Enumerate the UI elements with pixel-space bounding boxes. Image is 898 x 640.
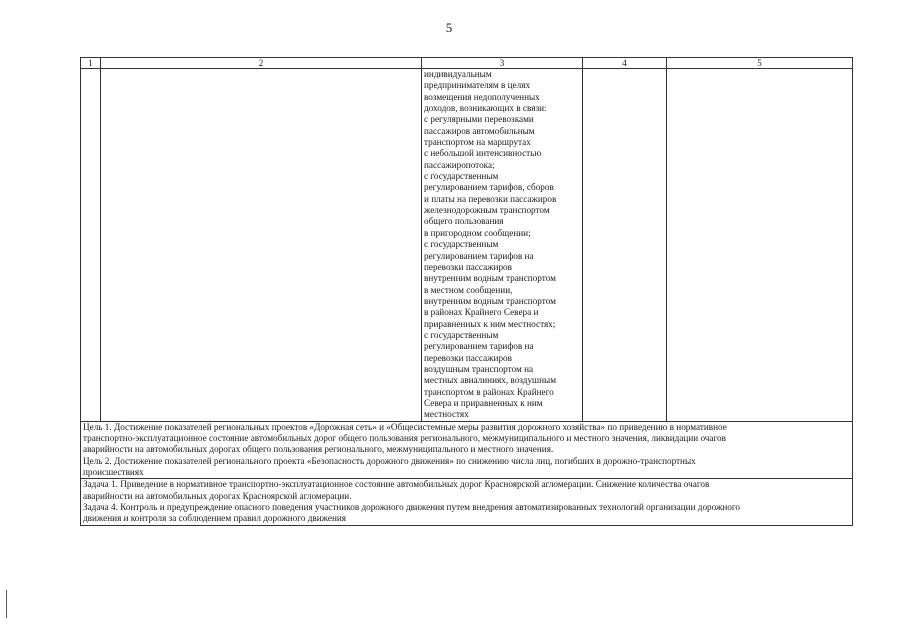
- cell-col2: [101, 69, 422, 422]
- measure-text-line: с государственным: [424, 171, 499, 182]
- goals-text: [83, 422, 850, 479]
- measure-text-line: и платы на перевозки пассажиров: [424, 193, 557, 204]
- cell-col4: [583, 69, 667, 422]
- goals-row: [81, 421, 853, 479]
- measure-text-line: в местном сообщении,: [424, 284, 513, 295]
- scan-margin-mark: [6, 590, 7, 618]
- measure-text-line: регулированием тарифов, сборов: [424, 182, 554, 193]
- measure-text-line: регулированием тарифов на: [424, 341, 534, 352]
- measure-text-line: транспортом в районах Крайнего: [424, 386, 554, 397]
- cell-col5: [667, 69, 853, 422]
- tasks-text: [83, 479, 850, 524]
- measure-text-line: регулированием тарифов на: [424, 250, 534, 261]
- tasks-cell: [81, 479, 853, 525]
- goal-text-line: происшествиях: [83, 467, 144, 478]
- measure-text-line: железнодорожным транспортом: [424, 205, 550, 216]
- measure-text-line: перевозки пассажиров: [424, 352, 512, 363]
- column-header-1: 1: [81, 58, 101, 69]
- measure-text-line: с государственным: [424, 239, 499, 250]
- goal-text-line: Цель 2. Достижение показателей регионального проекта «Безопасность дорожного движения» по снижению числа лиц, погибших в дорожно-транспортных: [83, 455, 696, 466]
- measure-text-line: транспортом на маршрутах: [424, 137, 531, 148]
- task-text-line: Задача 4. Контроль и предупреждение опасного поведения участников дорожного движения путем внедрения автоматизированных технологий организации дорожного: [83, 502, 740, 513]
- measure-text-line: пассажиропотока;: [424, 159, 495, 170]
- table-header-row: [81, 58, 853, 69]
- goal-text-line: Цель 1. Достижение показателей региональных проектов «Дорожная сеть» и «Общесистемные меры развития дорожного хозяйства» по приведению в нормативное: [83, 421, 727, 432]
- measure-text-line: в пригородном сообщении;: [424, 227, 531, 238]
- measure-text-line: в районах Крайнего Севера и: [424, 307, 539, 318]
- measure-text-line: местных авиалиниях, воздушным: [424, 375, 557, 386]
- measure-text-line: приравненных к ним местностях;: [424, 318, 556, 329]
- measure-text-line: общего пользования: [424, 216, 504, 227]
- measure-text-line: доходов, возникающих в связи:: [424, 103, 547, 114]
- measure-text-line: перевозки пассажиров: [424, 261, 512, 272]
- program-table: [80, 57, 853, 526]
- column-header-5: 5: [667, 58, 853, 69]
- column-header-3: 3: [422, 58, 583, 69]
- table-row: [81, 69, 853, 422]
- cell-col3-measure-description: [422, 69, 583, 422]
- measure-text-line: с небольшой интенсивностью: [424, 148, 542, 159]
- goal-text-line: транспортно-эксплуатационное состояние автомобильных дорог общего пользования регионального, межмуниципального и местного значения, ликвидации очагов: [83, 433, 726, 443]
- tasks-row: [81, 479, 853, 525]
- column-header-4: 4: [583, 58, 667, 69]
- measure-description-text: [424, 69, 580, 421]
- goals-cell: [81, 421, 853, 479]
- task-text-line: движения и контроля за соблюдением правил дорожного движения: [83, 513, 347, 524]
- task-text-line: аварийности на автомобильных дорогах Красноярской агломерации.: [83, 490, 352, 501]
- measure-text-line: внутренним водным транспортом: [424, 295, 556, 306]
- measure-text-line: внутренним водным транспортом: [424, 273, 556, 284]
- measure-text-line: воздушным транспортом на: [424, 363, 534, 374]
- page-number: 5: [445, 20, 453, 35]
- measure-text-line: предпринимателям в целях: [424, 80, 531, 91]
- measure-text-line: местностях: [424, 409, 469, 420]
- measure-text-line: пассажиров автомобильным: [424, 125, 535, 136]
- column-header-2: 2: [101, 58, 422, 69]
- cell-col1: [81, 69, 101, 422]
- measure-text-line: возмещения недополученных: [424, 91, 540, 102]
- measure-text-line: с государственным: [424, 329, 499, 340]
- measure-text-line: с регулярными перевозками: [424, 114, 534, 125]
- goal-text-line: аварийности на автомобильных дорогах общего пользования регионального, межмуниципального и местного значения.: [83, 444, 554, 455]
- task-text-line: Задача 1. Приведение в нормативное транспортно-эксплуатационное состояние автомобильных дорог Красноярской агломерации. Снижение количества очагов: [83, 479, 710, 490]
- measure-text-line: Севера и приравненных к ним: [424, 397, 543, 408]
- measure-text-line: индивидуальным: [424, 69, 492, 79]
